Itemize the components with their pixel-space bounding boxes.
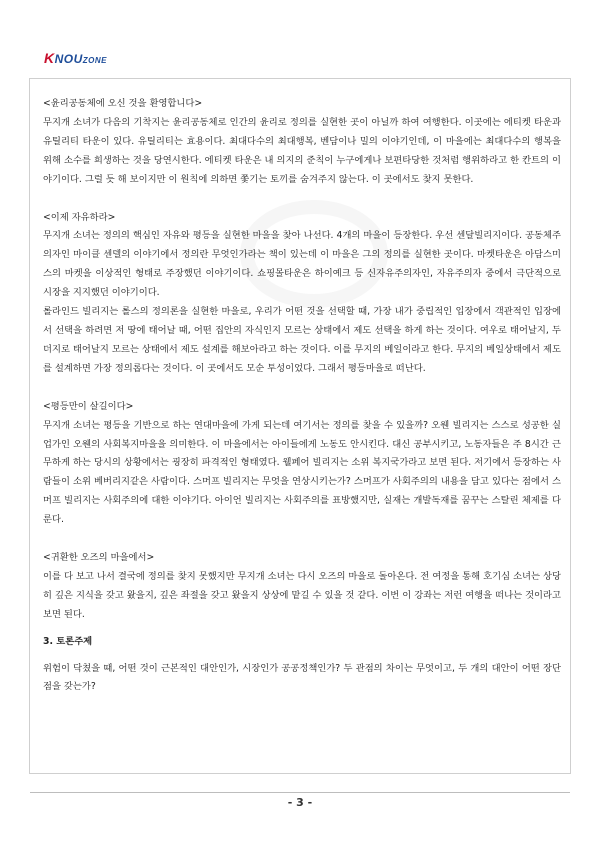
section-paragraph: 무지개 소녀는 평등을 기반으로 하는 연대마을에 가게 되는데 여기서는 정의를 찾을 수 있을까? 오웬 빌리지는 스스로 성공한 실업가인 오웬의 사회복지마을을 의미한다. 이 마을에서는 아이들에게 노동도 안시킨다. 대신 공부시키고, 노동자들은 주 8시간 근무하게 하는 당시의 상황에서는 굉장히 파격적인 형태였다. 웰페어 빌리지는 소위 복지국가라고 보면 된다. 저기에서 등장하는 사람들이 소위 베버리지같은 사람이다. 스머프 빌리지는 무엇을 연상시키는가? 스머프가 사회주의의 내용을 담고 있다는 점에서 스머프 빌리지는 사회주의에 대한 이야기다. 아이언 빌리지는 사회주의를 표방했지만, 실재는 개발독재를 꿈꾸는 스탈린 체제를 다룬다.	[43, 419, 561, 526]
logo-k: K	[44, 50, 55, 66]
section-title: <이제 자유하라>	[43, 211, 116, 223]
page-number: - 3 -	[287, 796, 313, 809]
document-body	[43, 95, 561, 697]
discussion-text: 위험이 닥쳤을 때, 어떤 것이 근본적인 대안인가, 시장인가 공공정책인가? 두 관점의 차이는 무엇이고, 두 개의 대안이 어떤 장단점을 갖는가?	[43, 662, 561, 693]
section-equality	[43, 398, 561, 530]
section-title: <귀환한 오즈의 마을에서>	[43, 552, 155, 564]
section-oz	[43, 549, 561, 625]
section-freedom	[43, 209, 561, 379]
section-title: <평등만이 살길이다>	[43, 400, 134, 412]
section-paragraph: 무지개 소녀가 다음의 기착지는 윤리공동체로 인간의 윤리로 정의를 실현한 곳이 아닐까 하여 여행한다. 이곳에는 에티켓 타운과 유틸리티 타운이 있다. 유틸리티는 효용이다. 최대다수의 최대행복, 벤담이나 밀의 이야기인데, 이 마을에는 최대다수의 행복을 위해 소수를 희생하는 것을 당연시한다. 에티켓 타운은 내 의지의 준칙이 누구에게나 보편타당한 것처럼 행위하라고 한 칸트의 이야기이다. 그럴 듯 해 보이지만 이 원칙에 의하면 쫓기는 토끼를 숨겨주지 않는다. 이 곳에서도 찾지 못한다.	[43, 116, 561, 185]
discussion-heading: 3. 토론주제	[43, 635, 93, 647]
section-ethics	[43, 95, 561, 190]
section-title: <윤리공동체에 오신 것을 환영합니다>	[43, 98, 203, 109]
footer-rule	[30, 792, 570, 793]
logo-nou: NOU	[54, 52, 83, 66]
section-paragraph: 이를 다 보고 나서 결국에 정의를 찾지 못했지만 무지개 소녀는 다시 오즈의 마을로 돌아온다. 전 여정을 통해 호기심 소녀는 상당히 깊은 지식을 갖고 왔을지, 깊은 좌절을 갖고 왔을지 상상에 맡길 수 있을 것 같다. 이번 이 강좌는 저런 여행을 떠나는 것이라고 보면 된다.	[43, 570, 561, 620]
section-paragraph: 무지개 소녀는 정의의 핵심인 자유와 평등을 실현한 마을을 찾아 나선다. 4개의 마을이 등장한다. 우선 센달빌리지이다. 공동체주의자인 마이클 센델의 이야기에서 정의란 무엇인가라는 책이 있는데 이 마을은 그의 정의를 실현한 곳이다. 마켓타운은 아담스미스의 마켓을 이상적인 형태로 주장했던 이야기이다. 쇼핑몰타운은 하이예크 등 신자유주의자인, 자유주의자 중에서 극단적으로 시장을 지지했던 이야기이다.	[43, 230, 561, 299]
section-paragraph: 롤라인드 빌리지는 롤스의 정의론을 실현한 마을로, 우리가 어떤 것을 선택할 때, 가장 내가 중립적인 입장에서 객관적인 입장에서 선택을 하려면 저 땅에 태어날 때, 어떤 집안의 자식인지 모르는 상태에서 제도 선택을 하게 하는 것이다. 여우로 태어날지, 두더지로 태어날지 모르는 상태에서 제도 설계를 해보아라고 하는 것이다. 이를 무지의 베일이라고 한다. 무지의 베일상태에서 제도를 설계하면 가장 정의롭다는 것이다. 이 곳에서도 모순 투성이었다. 그래서 평등마을로 떠난다.	[43, 306, 561, 374]
knouzone-logo	[44, 50, 107, 66]
section-discussion	[43, 633, 561, 698]
logo-zone: ZONE	[82, 56, 108, 65]
